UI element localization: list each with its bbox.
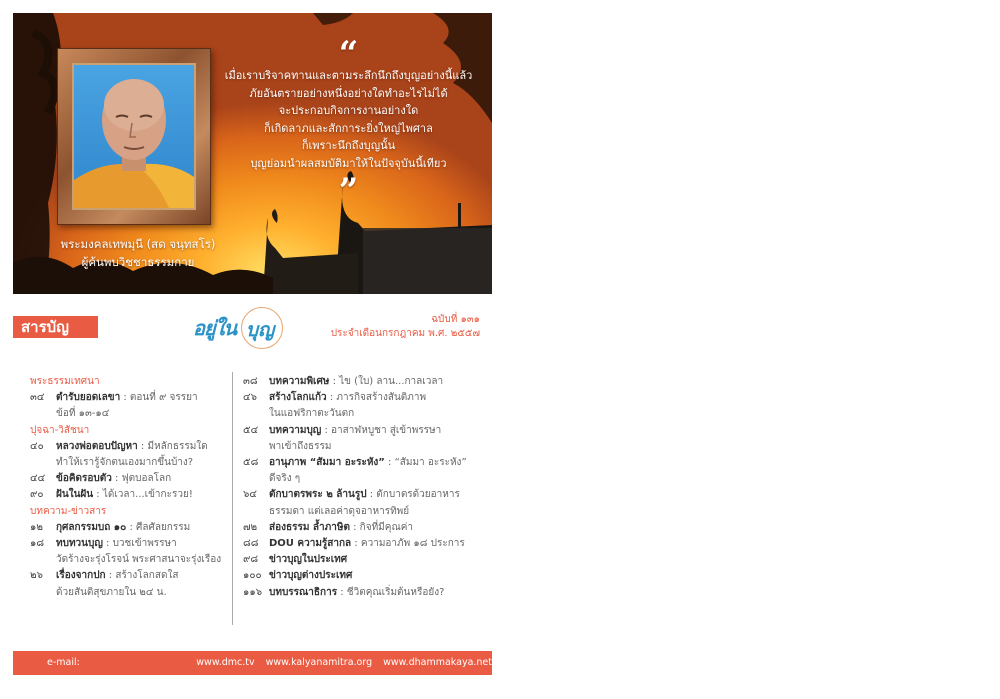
entry-continuation: พาเข้าถึงธรรม: [269, 440, 332, 452]
footer-link-dmc[interactable]: www.dmc.tv: [196, 657, 255, 668]
section-heading: พระธรรมเทศนา: [30, 376, 100, 387]
entry-text: [269, 585, 483, 601]
entry-description: : ตอนที่ ๙ จรรยา: [120, 392, 198, 404]
monk-portrait-illustration: [74, 65, 194, 208]
contents-entry[interactable]: [243, 552, 483, 568]
entry-continuation: ในแอฟริกาตะวันตก: [269, 408, 355, 420]
section-heading: ปุจฉา-วิสัชนา: [30, 424, 90, 436]
footer-bar: [13, 651, 492, 692]
entry-title: หลวงพ่อตอบปัญหา: [56, 440, 138, 452]
entry-text: [56, 536, 230, 552]
close-quote-mark: ”: [338, 171, 359, 211]
entry-title: ข้อคิดรอบตัว: [56, 473, 112, 485]
entry-title: สร้างโลกแก้ว: [269, 392, 327, 404]
entry-description: : สร้างโลกสดใส: [105, 570, 179, 582]
entry-title: บทบรรณาธิการ: [269, 586, 338, 598]
page-number: ๑๐๐: [243, 570, 262, 582]
entry-title: ฝันในฝัน: [56, 489, 94, 501]
contents-entry[interactable]: [30, 439, 230, 455]
entry-text: [56, 487, 230, 503]
entry-continuation: ด้วยสันติสุขภายใน ๒๔ น.: [56, 586, 167, 598]
page-number: ๑๒: [30, 521, 43, 533]
contents-entry[interactable]: [30, 471, 230, 487]
entry-description: : ความอาภัพ ๑๘ ประการ: [351, 538, 465, 550]
magazine-logo: [193, 306, 288, 354]
entry-text: [269, 536, 483, 552]
hero-banner: [13, 13, 492, 294]
entry-description: : “สัมมา อะระหัง”: [384, 457, 467, 469]
entry-description: : ได้เวลา...เข้ากะรวย!: [93, 489, 193, 501]
entry-continuation: ธรรมดา แต่เลอค่าดุจอาหารทิพย์: [269, 505, 410, 517]
entry-description: : ชีวิตคุณเริ่มต้นหรือยัง?: [337, 586, 445, 598]
footer-link-dhammakaya[interactable]: www.dhammakaya.net: [383, 657, 492, 668]
entry-continuation: ทำให้เรารู้จักตนเองมากขึ้นบ้าง?: [56, 457, 194, 469]
contents-entry[interactable]: [30, 487, 230, 503]
quote-line: จะประกอบกิจการงานอย่างใด: [278, 104, 419, 117]
entry-text: [56, 568, 230, 584]
contents-entry[interactable]: [30, 536, 230, 552]
quote-block: [221, 34, 476, 211]
contents-entry[interactable]: [243, 520, 483, 536]
contents-entry[interactable]: [243, 423, 483, 439]
entry-continuation: วัดร้างจะรุ่งโรจน์ พระศาสนาจะรุ่งเรือง: [56, 554, 222, 566]
entry-title: อานุภาพ “สัมมา อะระหัง”: [269, 457, 385, 469]
contents-entry[interactable]: [243, 487, 483, 503]
contents-entry[interactable]: [243, 536, 483, 552]
contents-entry[interactable]: [243, 585, 483, 601]
issue-month: ประจำเดือนกรกฎาคม พ.ศ. ๒๕๕๗: [330, 328, 480, 339]
issue-info: [331, 313, 480, 341]
entry-text: [269, 390, 483, 406]
entry-description: : ภารกิจสร้างสันติภาพ: [326, 392, 427, 404]
entry-continuation: ดีจริง ๆ: [269, 473, 301, 485]
contents-right-column: [243, 374, 483, 601]
page-number: ๓๔: [30, 392, 45, 404]
footer-email[interactable]: e-mail: yunaiboon@yahoo.com: [47, 657, 159, 692]
page-number: ๔๖: [243, 392, 257, 404]
page-number: ๒๖: [30, 570, 43, 582]
table-of-contents-title: สารบัญ: [13, 316, 98, 338]
entry-title: ข่าวบุญในประเทศ: [269, 554, 348, 566]
entry-description: : บวชเข้าพรรษา: [102, 538, 177, 550]
entry-title: ทบทวนบุญ: [56, 538, 103, 550]
entry-text: [269, 568, 483, 584]
page-number: ๙๘: [243, 554, 259, 566]
monk-portrait: [72, 63, 196, 210]
page-number: ๔๔: [30, 473, 46, 485]
entry-text: [269, 423, 483, 439]
page-number: ๙๐: [30, 489, 44, 501]
page-number: ๓๘: [243, 376, 258, 387]
page-number: ๑๘: [30, 538, 45, 550]
page-number: ๑๑๖: [243, 586, 263, 598]
quote-line: ก็เกิดลาภและสักการะยิ่งใหญ่ไพศาล: [264, 121, 433, 135]
entry-title: ส่องธรรม ล้ำภาษิต: [269, 521, 350, 533]
logo-text-left: อยู่ใน: [193, 316, 237, 340]
entry-title: บทความพิเศษ: [269, 376, 330, 387]
entry-continuation: ข้อที่ ๑๓-๑๔: [56, 408, 110, 420]
entry-description: : มีหลักธรรมใด: [137, 440, 208, 452]
entry-text: [269, 455, 483, 471]
entry-text: [56, 471, 230, 487]
contents-entry[interactable]: [243, 390, 483, 406]
entry-description: : ตักบาตรด้วยอาหาร: [366, 489, 460, 501]
entry-title: บทความบุญ: [269, 424, 322, 436]
open-quote-mark: “: [338, 34, 359, 74]
entry-description: : อาสาฬหบูชา สู่เข้าพรรษา: [321, 424, 442, 436]
monk-name: พระมงคลเทพมุนี (สด จนฺทสโร): [60, 237, 216, 251]
entry-description: : ศีลศัลยกรรม: [126, 521, 191, 533]
page-number: ๗๒: [243, 521, 258, 533]
portrait-caption: [23, 235, 253, 271]
entry-text: [269, 487, 483, 503]
contents-entry[interactable]: [30, 390, 230, 406]
entry-text: [56, 390, 230, 406]
contents-entry[interactable]: [30, 568, 230, 584]
page-number: ๖๔: [243, 489, 257, 501]
quote-line: ก็เพราะนึกถึงบุญนั้น: [301, 139, 396, 152]
entry-title: ตำรับยอดเลขา: [56, 392, 121, 404]
page-number: ๔๐: [30, 440, 44, 452]
entry-title: เรื่องจากปก: [56, 570, 106, 582]
entry-text: [56, 439, 230, 455]
page-number: ๘๘: [243, 538, 259, 550]
logo-text-right: บุญ: [246, 319, 275, 341]
entry-text: [269, 520, 483, 536]
contents-left-column: [30, 374, 230, 601]
monk-title: ผู้ค้นพบวิชชาธรรมกาย: [81, 255, 195, 269]
section-heading: บทความ-ข่าวสาร: [30, 505, 107, 517]
column-divider: [232, 372, 233, 625]
entry-text: [56, 520, 230, 536]
portrait-frame: [57, 48, 211, 225]
contents-entry[interactable]: [30, 520, 230, 536]
issue-number: ฉบับที่ ๑๓๑: [431, 314, 480, 325]
contents-entry[interactable]: [243, 568, 483, 584]
quote-line: ภัยอันตรายอย่างหนึ่งอย่างใดทำอะไรไม่ได้: [249, 86, 448, 100]
quote-line: บุญย่อมนำผลสมบัติมาให้ในปัจจุบันนี้เทียว: [250, 156, 447, 170]
quote-line: เมื่อเราบริจาคทานและตามระลึกนึกถึงบุญอย่างนี้แล้ว: [224, 69, 473, 82]
entry-text: [269, 374, 483, 390]
contents-entry[interactable]: [243, 374, 483, 390]
footer-link-kalyanamitra[interactable]: www.kalyanamitra.org: [265, 657, 373, 668]
page-number: ๕๔: [243, 424, 259, 436]
entry-description: : ฟุตบอลโลก: [111, 473, 172, 485]
entry-description: : กิจที่มีคุณค่า: [349, 521, 414, 533]
entry-title: DOU ความรู้สากล: [269, 538, 352, 550]
entry-text: [269, 552, 483, 568]
page-number: ๕๘: [243, 457, 259, 469]
entry-title: ข่าวบุญต่างประเทศ: [269, 570, 353, 582]
entry-description: : ไข (ใบ) ลาน...กาลเวลา: [329, 376, 444, 387]
entry-title: กุศลกรรมบถ ๑๐: [56, 521, 127, 533]
entry-title: ตักบาตรพระ ๒ ล้านรูป: [269, 489, 367, 501]
contents-entry[interactable]: [243, 455, 483, 471]
